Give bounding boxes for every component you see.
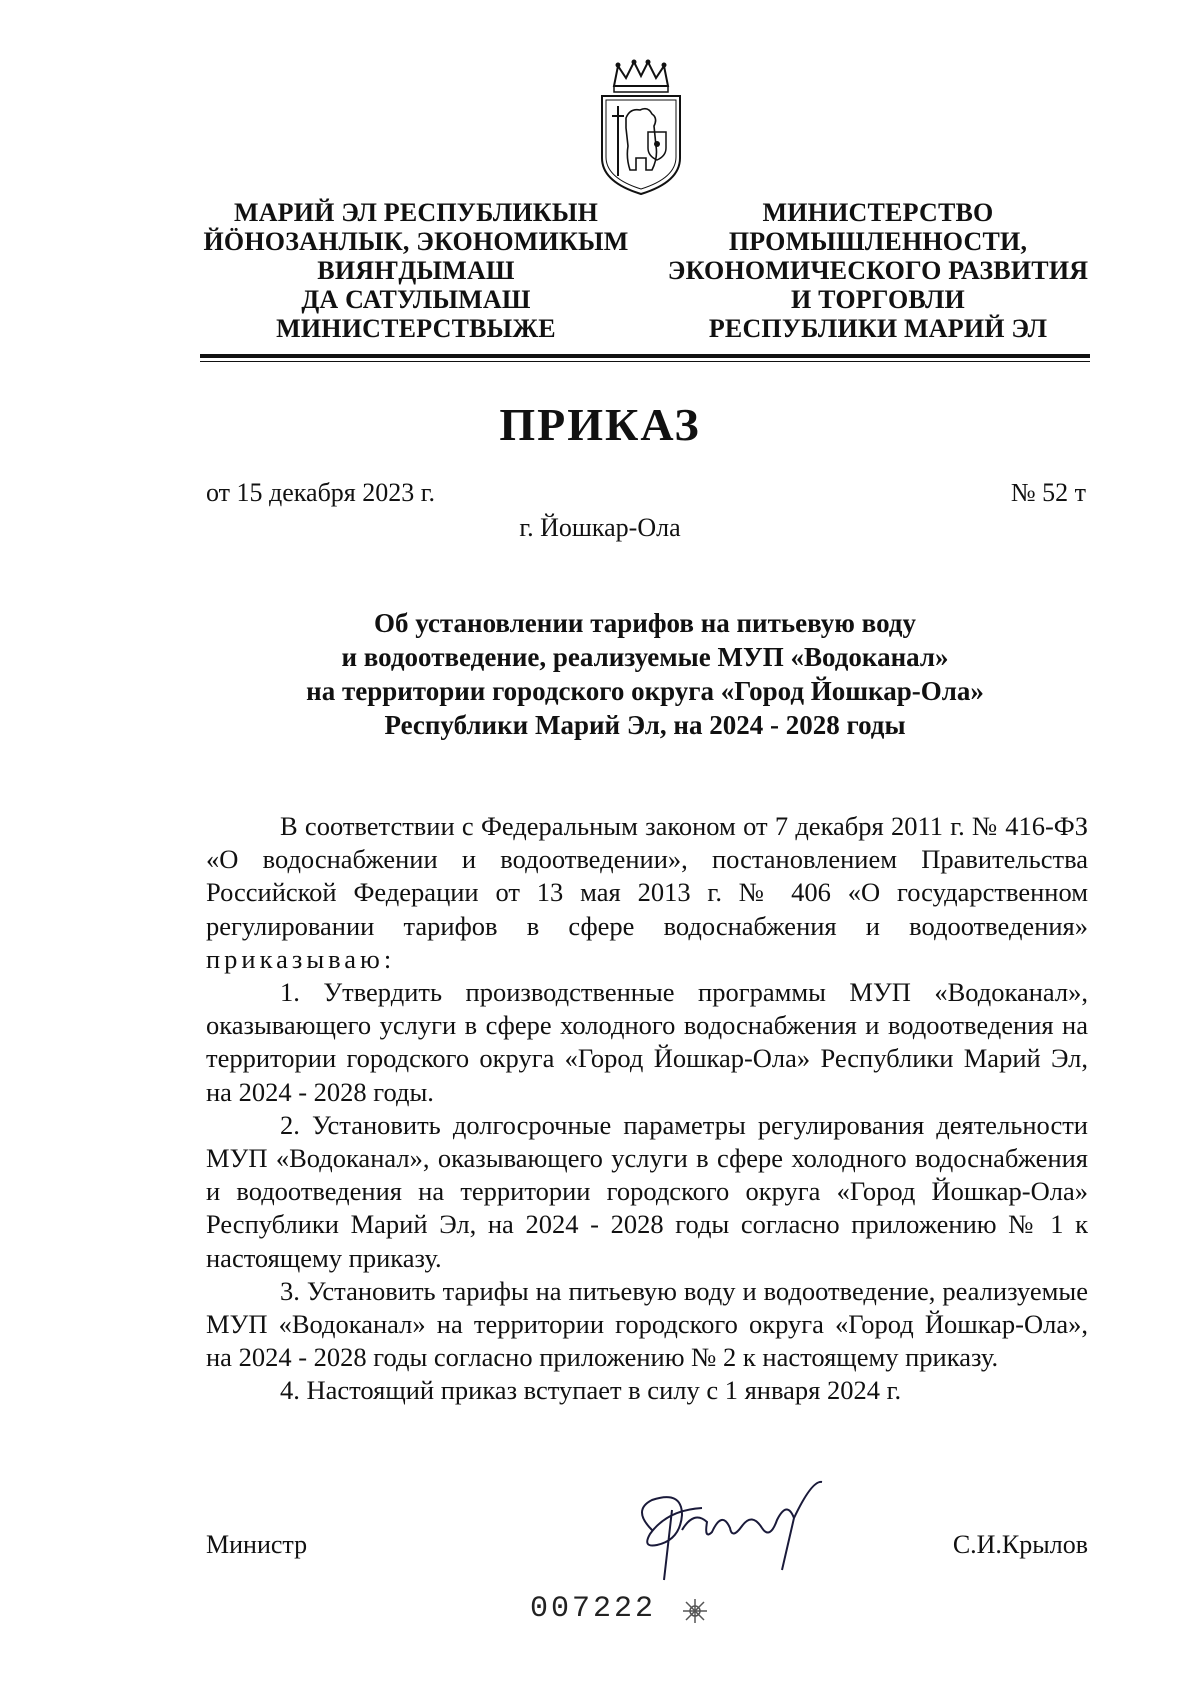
coat-of-arms-mari-el-icon	[596, 58, 686, 198]
ministry-name-russian	[658, 198, 1098, 343]
security-mark-icon	[680, 1596, 710, 1626]
order-subject	[200, 606, 1090, 742]
header-divider-thick	[200, 354, 1090, 358]
ministry-name-mari	[196, 198, 636, 343]
subject-line: Об установлении тарифов на питьевую воду	[374, 608, 916, 638]
order-item: 3. Установить тарифы на питьевую воду и водоотведение, реализуемые МУП «Водоканал» на территории городского округа «Город Йошкар-Ола», на 2024 - 2028 годы согласно приложению № 2 к настоящему приказу.	[206, 1275, 1088, 1373]
header-left-line: МИНИСТЕРСТВЫЖЕ	[276, 314, 556, 343]
signatory-position: Министр	[206, 1530, 308, 1559]
header-divider-thin	[200, 361, 1090, 362]
order-item: 2. Установить долгосрочные параметры регулирования деятельности МУП «Водоканал», оказывающего услуги в сфере холодного водоснабжения и водоотведения на территории городского округа «Город Йошкар-Ола» Республики Марий Эл, на 2024 - 2028 годы согласно приложению № 1 к настоящему приказу.	[206, 1109, 1088, 1273]
preamble-text: В соответствии с Федеральным законом от 7 декабря 2011 г. № 416-ФЗ «О водоснабжении и водоотведении», постановлением Правительства Российской Федерации от 13 мая 2013 г. № 406 «О государственном регулировании тарифов в сфере водоснабжения и водоотведения»	[206, 811, 1088, 941]
header-right-line: И ТОРГОВЛИ	[791, 285, 965, 314]
header-left-line: ДА САТУЛЫМАШ	[301, 285, 531, 314]
signatory-name: С.И.Крылов	[952, 1530, 1088, 1559]
order-title: ПРИКАЗ	[499, 399, 701, 450]
subject-line: на территории городского округа «Город Йошкар-Ола»	[306, 676, 984, 706]
header-right-line: МИНИСТЕРСТВО	[762, 198, 994, 227]
order-body	[206, 810, 1088, 1408]
handwritten-signature	[612, 1470, 842, 1600]
order-city: г. Йошкар-Ола	[519, 513, 681, 542]
serial-number: 007222	[530, 1592, 657, 1626]
header-right-line: РЕСПУБЛИКИ МАРИЙ ЭЛ	[708, 314, 1048, 343]
header-left-line: ВИЯҤДЫМАШ	[317, 256, 515, 285]
preamble-paragraph	[206, 810, 1088, 976]
order-number: № 52 т	[1010, 478, 1086, 507]
order-word: приказываю:	[206, 943, 396, 974]
header-left-line: ЙӦНОЗАНЛЫК, ЭКОНОМИКЫМ	[203, 227, 629, 256]
order-date: от 15 декабря 2023 г.	[206, 478, 435, 507]
order-item: 1. Утвердить производственные программы МУП «Водоканал», оказывающего услуги в сфере холодного водоснабжения и водоотведения на территории городского округа «Город Йошкар-Ола» Республики Марий Эл, на 2024 - 2028 годы.	[206, 977, 1088, 1107]
order-item: 4. Настоящий приказ вступает в силу с 1 января 2024 г.	[280, 1375, 902, 1406]
header-left-line: МАРИЙ ЭЛ РЕСПУБЛИКЫН	[233, 198, 599, 227]
header-right-line: ПРОМЫШЛЕННОСТИ,	[728, 227, 1028, 256]
header-right-line: ЭКОНОМИЧЕСКОГО РАЗВИТИЯ	[667, 256, 1089, 285]
subject-line: и водоотведение, реализуемые МУП «Водоканал»	[341, 642, 949, 672]
subject-line: Республики Марий Эл, на 2024 - 2028 годы	[384, 710, 906, 740]
